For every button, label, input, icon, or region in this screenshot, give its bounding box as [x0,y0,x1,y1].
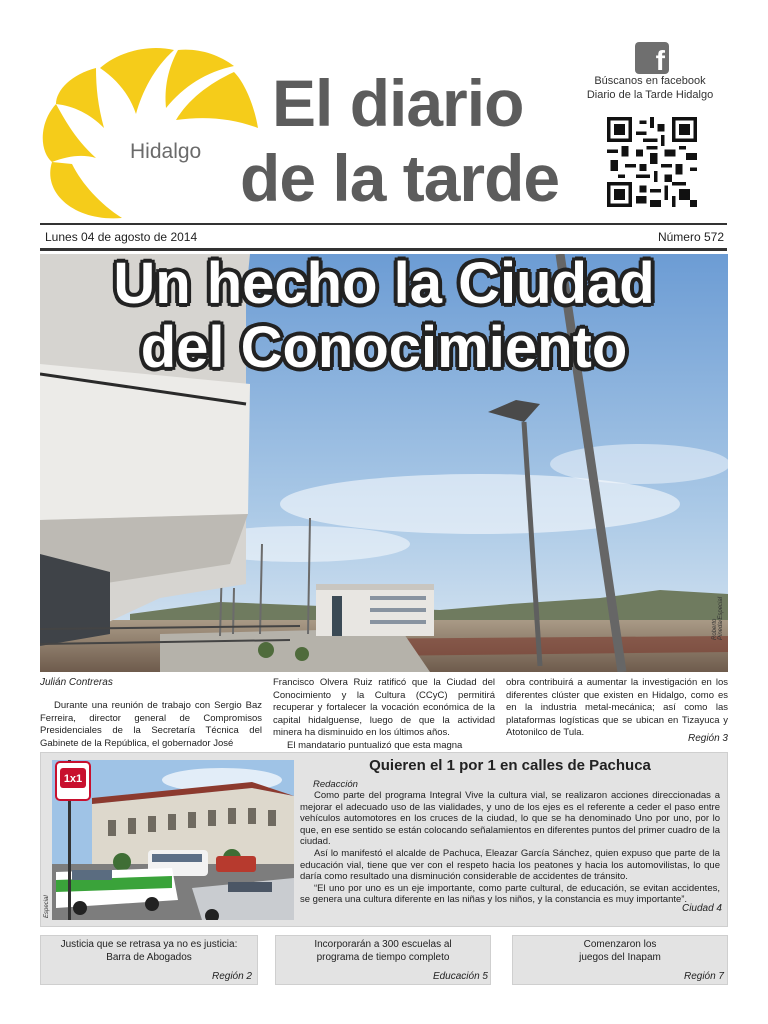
teaser-section-label[interactable]: Región 2 [211,971,252,982]
teaser-headline [518,938,722,964]
facebook-promo [560,74,740,102]
pachuca-paragraph: Así lo manifestó el alcalde de Pachuca, Eleazar García Sánchez, quien expuso que parte de la educación vial, tiene que ver con el respeto hacia los peatones y hacia los automovilistas, lo que daría como resultado una disminución considerable de accidentes de tránsito. [300,847,720,883]
hero-photo-credit: Roberto Pineda/Especial [712,596,724,640]
lead-column-2 [273,677,495,752]
masthead-title-line2: de la tarde [240,141,560,215]
teaser-headline [281,938,485,964]
teaser-line: juegos del Inapam [579,952,661,963]
pachuca-section-label[interactable]: Ciudad 4 [681,903,722,914]
facebook-icon[interactable]: f [635,42,669,74]
pachuca-byline: Redacción [313,779,358,790]
qr-code-icon [607,117,697,207]
lead-headline-line2: del Conocimiento [140,315,628,380]
teaser-section-label[interactable]: Región 7 [683,971,724,982]
lead-byline: Julián Contreras [40,677,113,688]
pachuca-street-photo [52,760,294,920]
issue-number: Número 572 [657,230,724,244]
lead-column-3 [506,677,728,740]
masthead-title-line1: El diario [272,66,524,140]
lead-paragraph: Francisco Olvera Ruiz ratificó que la Ciudad del Conocimiento y la Cultura (CCyC) permitirá recuperar y fortalecer la vocación económica de la capital hidalguense, luego de que la actividad minera ha disminuido en los últimos años. [273,677,495,738]
lead-paragraph: obra contribuirá a aumentar la investigación en los diferentes clúster que existen en Hidalgo, como es en la industria metal-mecánica; así como las plataformas logísticas que se ubican en Tizayuca y Atotonilco de Tula. [506,677,728,738]
lead-paragraph: Durante una reunión de trabajo con Sergio Baz Ferreira, director general de Compromisos Presidenciales de la Secretaría Técnica del Gabinete de la República, el gobernador José [40,700,262,749]
facebook-line2: Diario de la Tarde Hidalgo [586,89,714,101]
masthead-region: Hidalgo [130,140,202,163]
issue-date: Lunes 04 de agosto de 2014 [45,230,198,244]
top-rule [40,223,727,225]
sun-logo [38,44,268,224]
lead-headline[interactable] [40,252,728,380]
lead-paragraph: El mandatario puntualizó que esta magna [287,739,463,751]
pachuca-body [300,790,720,906]
facebook-line1: Búscanos en facebook [594,75,706,87]
teaser-line: Barra de Abogados [106,952,192,963]
teaser-line: Comenzaron los [583,939,657,950]
pachuca-paragraph: Como parte del programa Integral Vive la cultura vial, se realizaron acciones direccionadas a mejorar el adecuado uso de las vialidades, y uno de los ejes es el referente a ceder el paso entre vehículos automotores en los cruces de la ciudad, lo que se ha denominado Uno por uno, por lo que, en ese sentido se están colocando señalamientos en diferentes puntos del primer cuadro de la ciudad. [300,790,720,848]
teaser-line: programa de tiempo completo [316,952,450,963]
pachuca-paragraph: “El uno por uno es un eje importante, como parte cultural, de educación, se evitan accidentes, se genera una cultura diferente en las niñas y los niños, y la constancia es muy importante”. [300,882,720,906]
teaser-line: Incorporarán a 300 escuelas al [314,939,452,950]
pachuca-headline[interactable]: Quieren el 1 por 1 en calles de Pachuca [369,757,651,774]
teaser-section-label[interactable]: Educación 5 [432,971,488,982]
lead-column-1 [40,700,262,750]
sign-text: 1x1 [63,773,83,785]
pachuca-photo-credit: Especial [44,895,50,918]
lead-section-label[interactable]: Región 3 [687,733,728,744]
teaser-line: Justicia que se retrasa ya no es justicia: [60,939,238,950]
lead-headline-line1: Un hecho la Ciudad [113,251,655,316]
teaser-headline [46,938,252,964]
